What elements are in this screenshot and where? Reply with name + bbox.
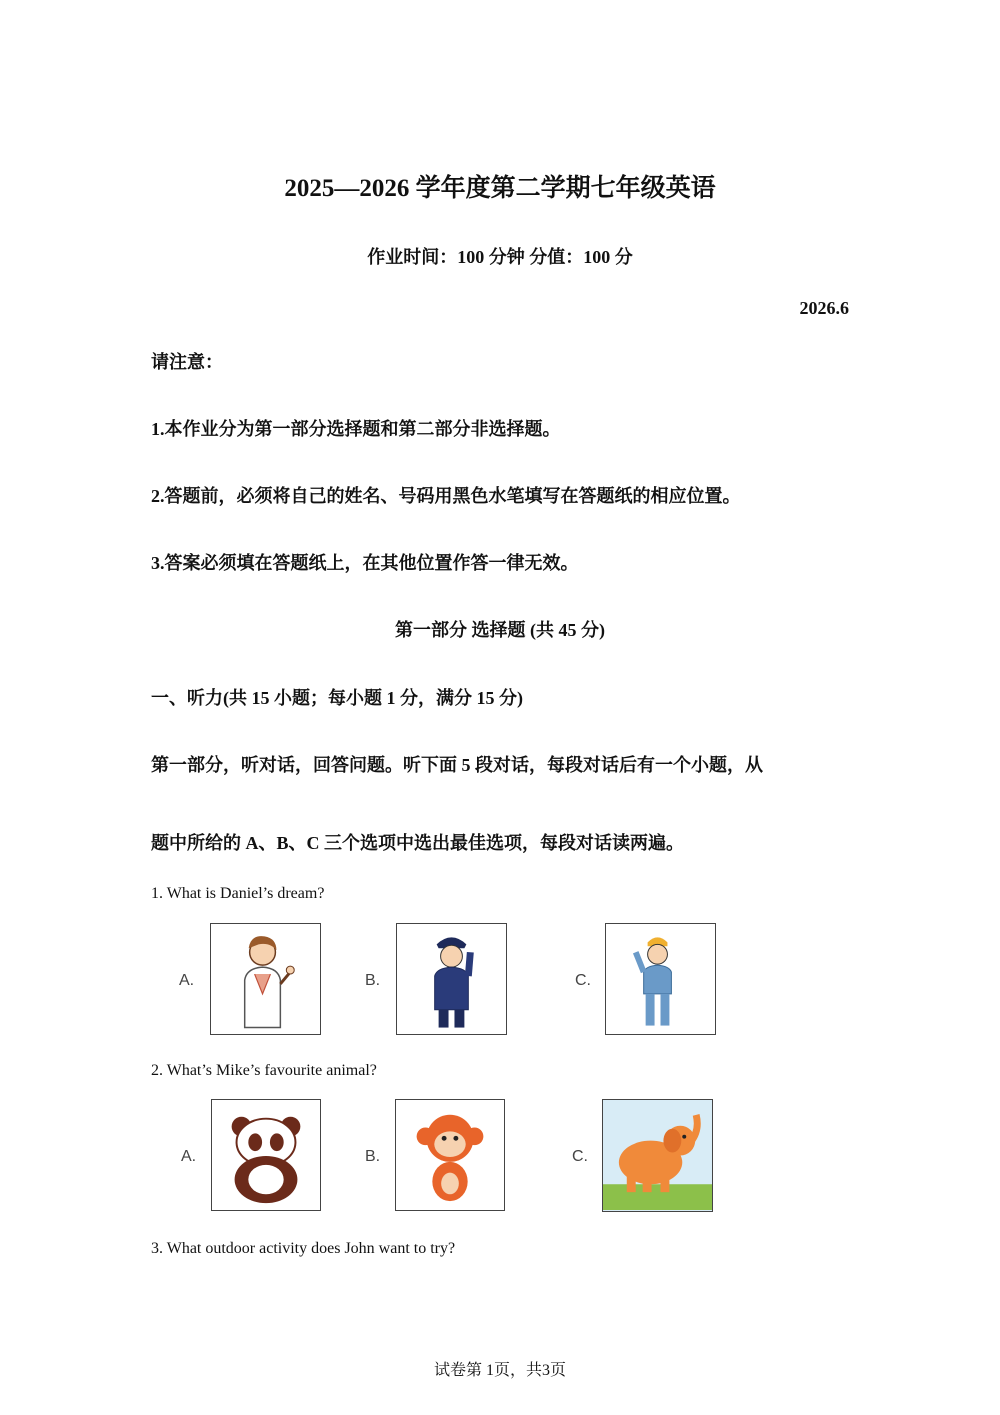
- notice-item-1: 1.本作业分为第一部分选择题和第二部分非选择题。: [151, 419, 561, 439]
- q2-option-a-picture[interactable]: [211, 1099, 321, 1211]
- q1-option-b-label: B.: [365, 972, 381, 989]
- exam-subtitle: 作业时间：100 分钟 分值：100 分: [367, 247, 633, 267]
- q1-option-b-picture[interactable]: [396, 923, 507, 1035]
- notice-item-3: 3.答案必须填在答题纸上，在其他位置作答一律无效。: [151, 553, 579, 573]
- page-footer: 试卷第 1页，共3页: [433, 1362, 566, 1379]
- q2-option-b-picture[interactable]: [395, 1099, 505, 1211]
- instructions-line-2: 题中所给的 A、B、C 三个选项中选出最佳选项，每段对话读两遍。: [151, 833, 685, 853]
- police-officer-icon: [397, 924, 506, 1034]
- notice-item-2: 2.答题前，必须将自己的姓名、号码用黑色水笔填写在答题纸的相应位置。: [151, 486, 741, 506]
- monkey-icon: [396, 1100, 504, 1210]
- elephant-icon: [603, 1100, 712, 1211]
- q2-option-b-label: B.: [365, 1148, 381, 1165]
- question-1-text: 1. What is Daniel’s dream?: [151, 885, 325, 902]
- q1-option-c-picture[interactable]: [605, 923, 716, 1035]
- q2-option-a-label: A.: [181, 1148, 197, 1165]
- instructions-line-1: 第一部分，听对话，回答问题。听下面 5 段对话，每段对话后有一个小题，从: [151, 755, 763, 775]
- notice-heading: 请注意：: [151, 352, 223, 372]
- q1-option-c-label: C.: [575, 972, 591, 989]
- q2-option-c-picture[interactable]: [602, 1099, 713, 1212]
- q1-option-a-picture[interactable]: [210, 923, 321, 1035]
- panda-icon: [212, 1100, 320, 1210]
- exam-title: 2025—2026 学年度第二学期七年级英语: [284, 175, 716, 202]
- doctor-icon: [211, 924, 320, 1034]
- q2-option-c-label: C.: [572, 1148, 588, 1165]
- question-3-text: 3. What outdoor activity does John want to try?: [151, 1240, 456, 1257]
- section-title: 一、听力(共 15 小题；每小题 1 分，满分 15 分): [151, 688, 523, 708]
- q1-option-a-label: A.: [179, 972, 195, 989]
- exam-date: 2026.6: [799, 298, 849, 318]
- question-2-text: 2. What’s Mike’s favourite animal?: [151, 1062, 377, 1079]
- worker-icon: [606, 924, 715, 1034]
- part1-title: 第一部分 选择题 (共 45 分): [395, 620, 605, 640]
